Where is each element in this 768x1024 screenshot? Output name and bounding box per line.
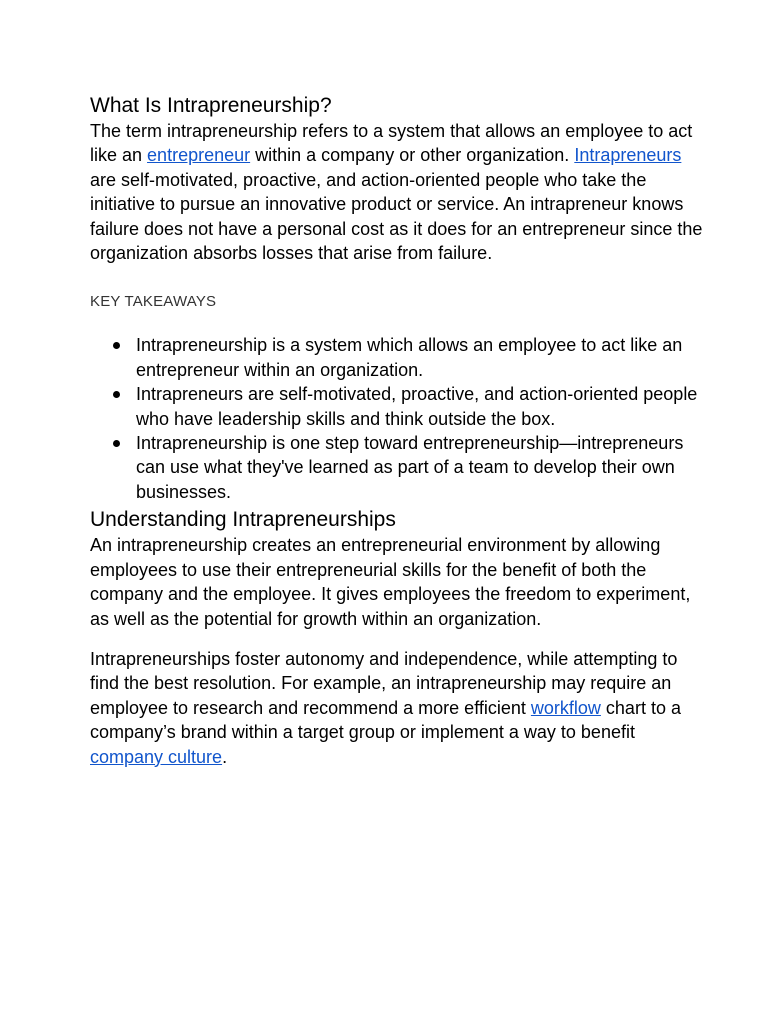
bullet-icon xyxy=(113,440,120,447)
heading-understanding-intrapreneurships: Understanding Intrapreneurships xyxy=(90,508,396,532)
paragraph-autonomy-text-1: Intrapreneurships foster autonomy and independence, while attempting to find the best resolution. For example, an intrapreneurship may require an employee to research and recommend a more efficient xyxy=(90,648,678,718)
list-item xyxy=(136,333,710,382)
paragraph-definition-text-3: are self-motivated, proactive, and action-oriented people who take the initiative to pursue an innovative product or service. An intrapreneur knows failure does not have a personal cost as it does for an entrepreneur since the organization absorbs losses that arise from failure. xyxy=(90,169,703,264)
list-item-text: Intrapreneurs are self-motivated, proactive, and action-oriented people who have leadership skills and think outside the box. xyxy=(136,384,698,429)
list-item-text: Intrapreneurship is a system which allows an employee to act like an entrepreneur within an organization. xyxy=(136,335,683,380)
list-item xyxy=(136,382,710,431)
paragraph-definition xyxy=(90,119,710,265)
list-item xyxy=(136,431,710,504)
heading-what-is-intrapreneurship: What Is Intrapreneurship? xyxy=(90,94,332,117)
paragraph-environment: An intrapreneurship creates an entrepreneurial environment by allowing employees to use their entrepreneurial skills for the benefit of both the company and the employee. It gives employees the freedom to experiment, as well as the potential for growth within an organization. xyxy=(90,535,691,629)
link-entrepreneur[interactable]: entrepreneur xyxy=(147,145,251,166)
bullet-icon xyxy=(113,342,120,349)
paragraph-definition-text-2: within a company or other organization. xyxy=(250,145,575,166)
link-intrapreneurs[interactable]: Intrapreneurs xyxy=(574,145,682,166)
paragraph-autonomy-text-2: chart to a company’s brand within a target group or implement a way to benefit xyxy=(90,697,681,743)
link-company-culture[interactable]: company culture xyxy=(90,746,223,767)
paragraph-autonomy xyxy=(90,647,710,769)
bullet-icon xyxy=(113,391,120,398)
link-workflow[interactable]: workflow xyxy=(530,697,601,718)
paragraph-autonomy-text-3: . xyxy=(222,746,228,767)
list-item-text: Intrapreneurship is one step toward entrepreneurship—intrepreneurs can use what they've learned as part of a team to develop their own businesses. xyxy=(136,433,684,502)
key-takeaways-list xyxy=(90,333,710,504)
key-takeaways-label: KEY TAKEAWAYS xyxy=(90,293,217,311)
paragraph-definition-text-1: The term intrapreneurship refers to a system that allows an employee to act like an xyxy=(90,121,693,166)
document-page xyxy=(90,93,710,769)
